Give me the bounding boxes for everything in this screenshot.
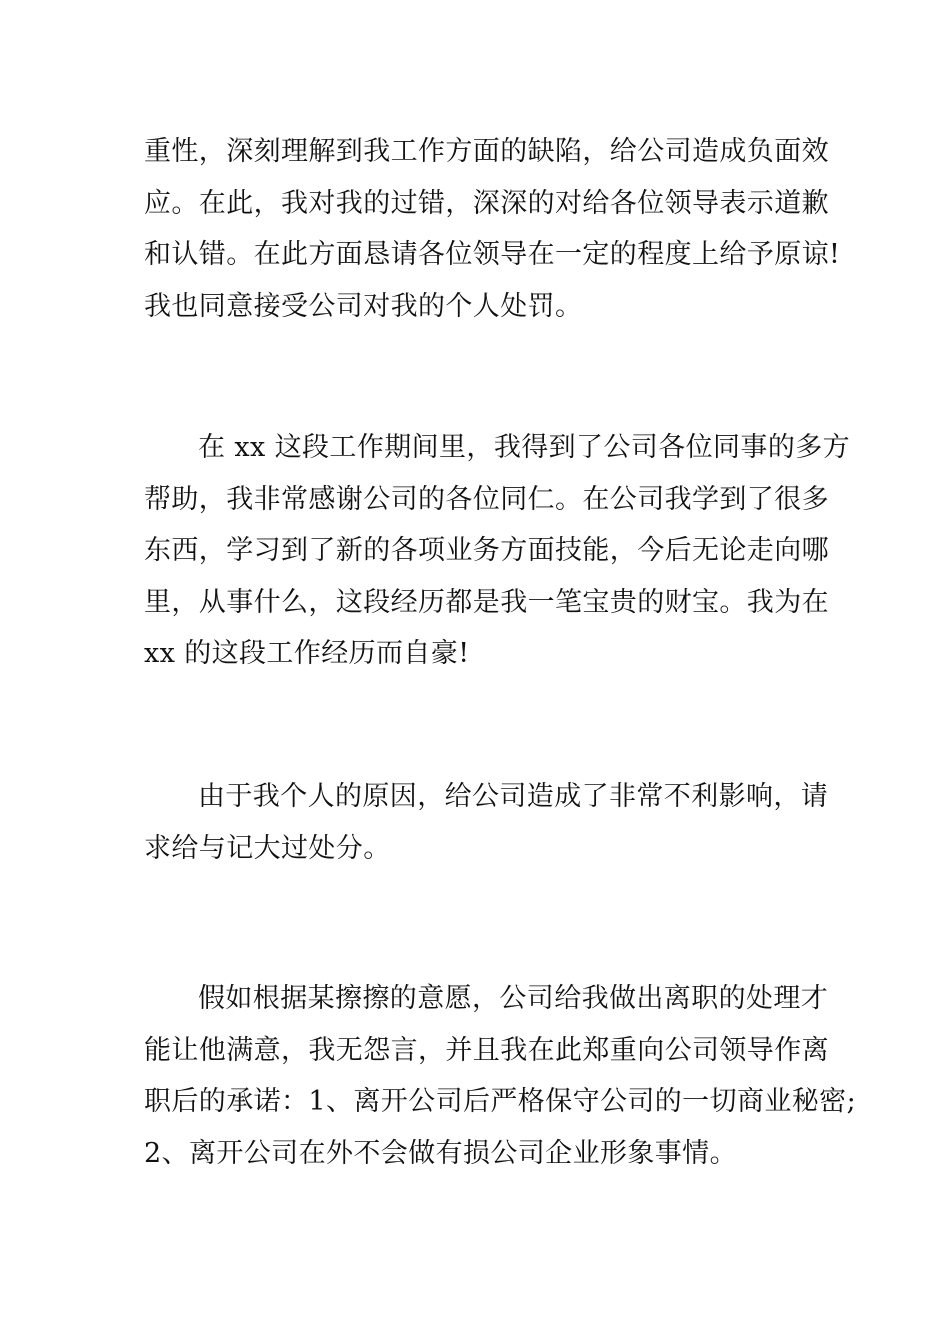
paragraph-line: 假如根据某擦擦的意愿，公司给我做出离职的处理才: [198, 983, 829, 1014]
paragraph-line: xx 的这段工作经历而自豪!: [144, 638, 470, 669]
paragraph-1: [144, 126, 841, 332]
paragraph-3: [144, 771, 829, 874]
paragraph-line: 重性，深刻理解到我工作方面的缺陷，给公司造成负面效: [144, 136, 829, 167]
paragraph-line: 2、离开公司在外不会做有损公司企业形象事情。: [144, 1137, 737, 1169]
paragraph-line: 里，从事什么，这段经历都是我一笔宝贵的财宝。我为在: [144, 586, 829, 618]
paragraph-line: 由于我个人的原因，给公司造成了非常不利影响，请: [198, 781, 829, 812]
paragraph-line: 在 xx 这段工作期间里，我得到了公司各位同事的多方: [198, 432, 851, 463]
paragraph-4: [144, 973, 857, 1179]
paragraph-line: 能让他满意，我无怨言，并且我在此郑重向公司领导作离: [144, 1034, 829, 1066]
paragraph-line: 我也同意接受公司对我的个人处罚。: [144, 290, 583, 322]
paragraph-line: 求给与记大过处分。: [144, 832, 391, 864]
paragraph-line: 职后的承诺：1、离开公司后严格保守公司的一切商业秘密;: [144, 1086, 857, 1117]
paragraph-2: [144, 422, 851, 680]
paragraph-line: 帮助，我非常感谢公司的各位同仁。在公司我学到了很多: [144, 483, 829, 515]
paragraph-line: 东西，学习到了新的各项业务方面技能，今后无论走向哪: [144, 535, 829, 566]
paragraph-line: 应。在此，我对我的过错，深深的对给各位领导表示道歉: [144, 187, 829, 219]
paragraph-line: 和认错。在此方面恳请各位领导在一定的程度上给予原谅!: [144, 239, 841, 270]
